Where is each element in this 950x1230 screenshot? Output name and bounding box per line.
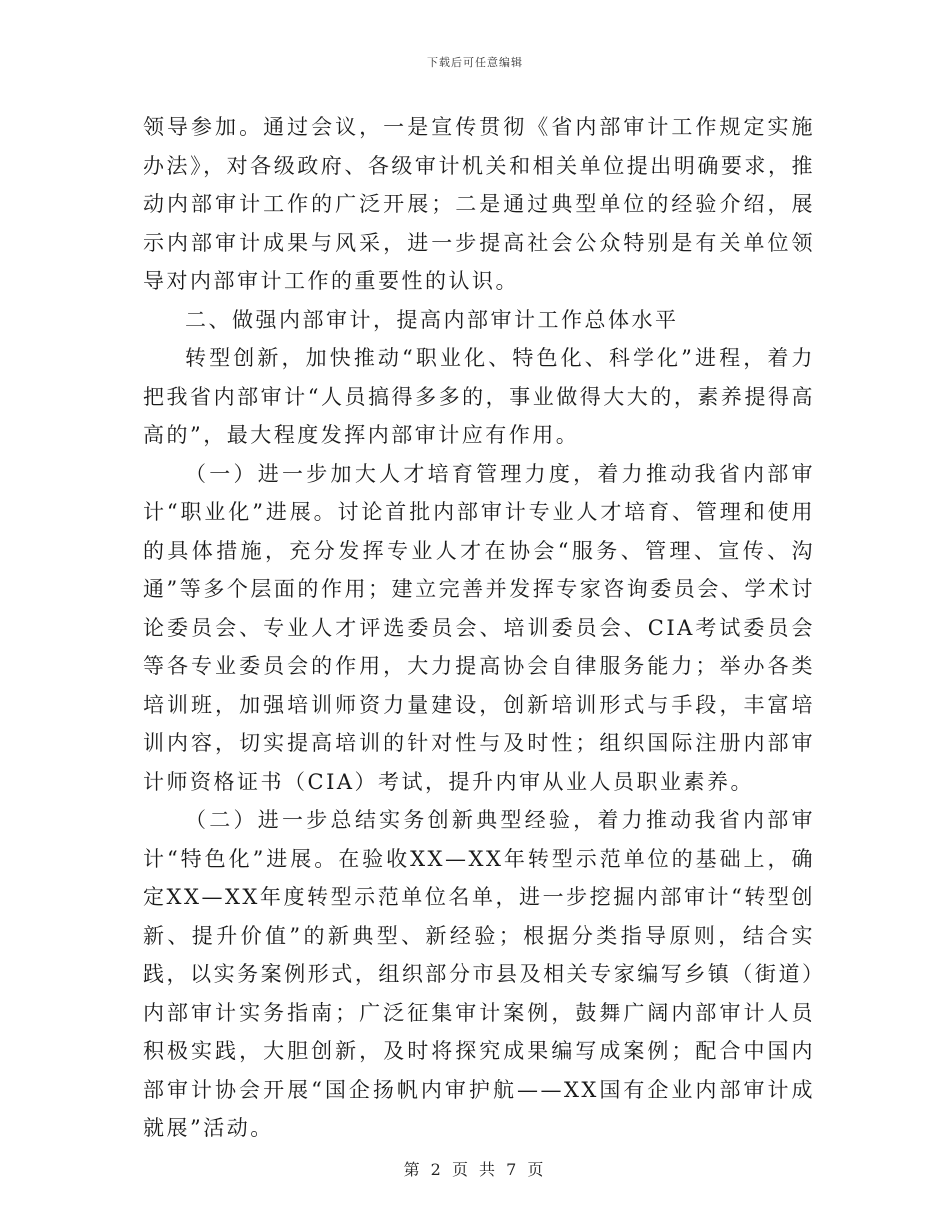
paragraph-3: 转型创新，加快推动“职业化、特色化、科学化”进程，着力把我省内部审计“人员搞得多多的，事业做得大大的，素养提得高高的”，最大程度发挥内部审计应有作用。 [143,346,815,447]
document-body [143,108,815,1148]
paragraph-1: 领导参加。通过会议，一是宣传贯彻《省内部审计工作规定实施办法》，对各级政府、各级审计机关和相关单位提出明确要求，推动内部审计工作的广泛开展；二是通过典型单位的经验介绍，展示内部审计成果与风采，进一步提高社会公众特别是有关单位领导对内部审计工作的重要性的认识。 [143,115,815,293]
section-heading-2: 二、做强内部审计，提高内部审计工作总体水平 [185,307,679,332]
paragraph-4: （一）进一步加大人才培育管理力度，着力推动我省内部审计“职业化”进展。讨论首批内部审计专业人才培育、管理和使用的具体措施，充分发挥专业人才在协会“服务、管理、宣传、沟通”等多个层面的作用；建立完善并发挥专家咨询委员会、学术讨论委员会、专业人才评选委员会、培训委员会、CIA考试委员会等各专业委员会的作用，大力提高协会自律服务能力；举办各类培训班，加强培训师资力量建设，创新培训形式与手段，丰富培训内容，切实提高培训的针对性与及时性；组织国际注册内部审计师资格证书（CIA）考试，提升内审从业人员职业素养。 [143,461,815,794]
paragraph-5: （二）进一步总结实务创新典型经验，着力推动我省内部审计“特色化”进展。在验收XX—XX年转型示范单位的基础上，确定XX—XX年度转型示范单位名单，进一步挖掘内部审计“转型创新、提升价值”的新典型、新经验；根据分类指导原则，结合实践，以实务案例形式，组织部分市县及相关专家编写乡镇（街道）内部审计实务指南；广泛征集审计案例，鼓舞广阔内部审计人员积极实践，大胆创新，及时将探究成果编写成案例；配合中国内部审计协会开展“国企扬帆内审护航——XX国有企业内部审计成就展”活动。 [143,808,815,1140]
page-header-note: 下载后可任意编辑 [427,56,523,69]
page-number: 第 2 页 共 7 页 [403,1160,547,1179]
